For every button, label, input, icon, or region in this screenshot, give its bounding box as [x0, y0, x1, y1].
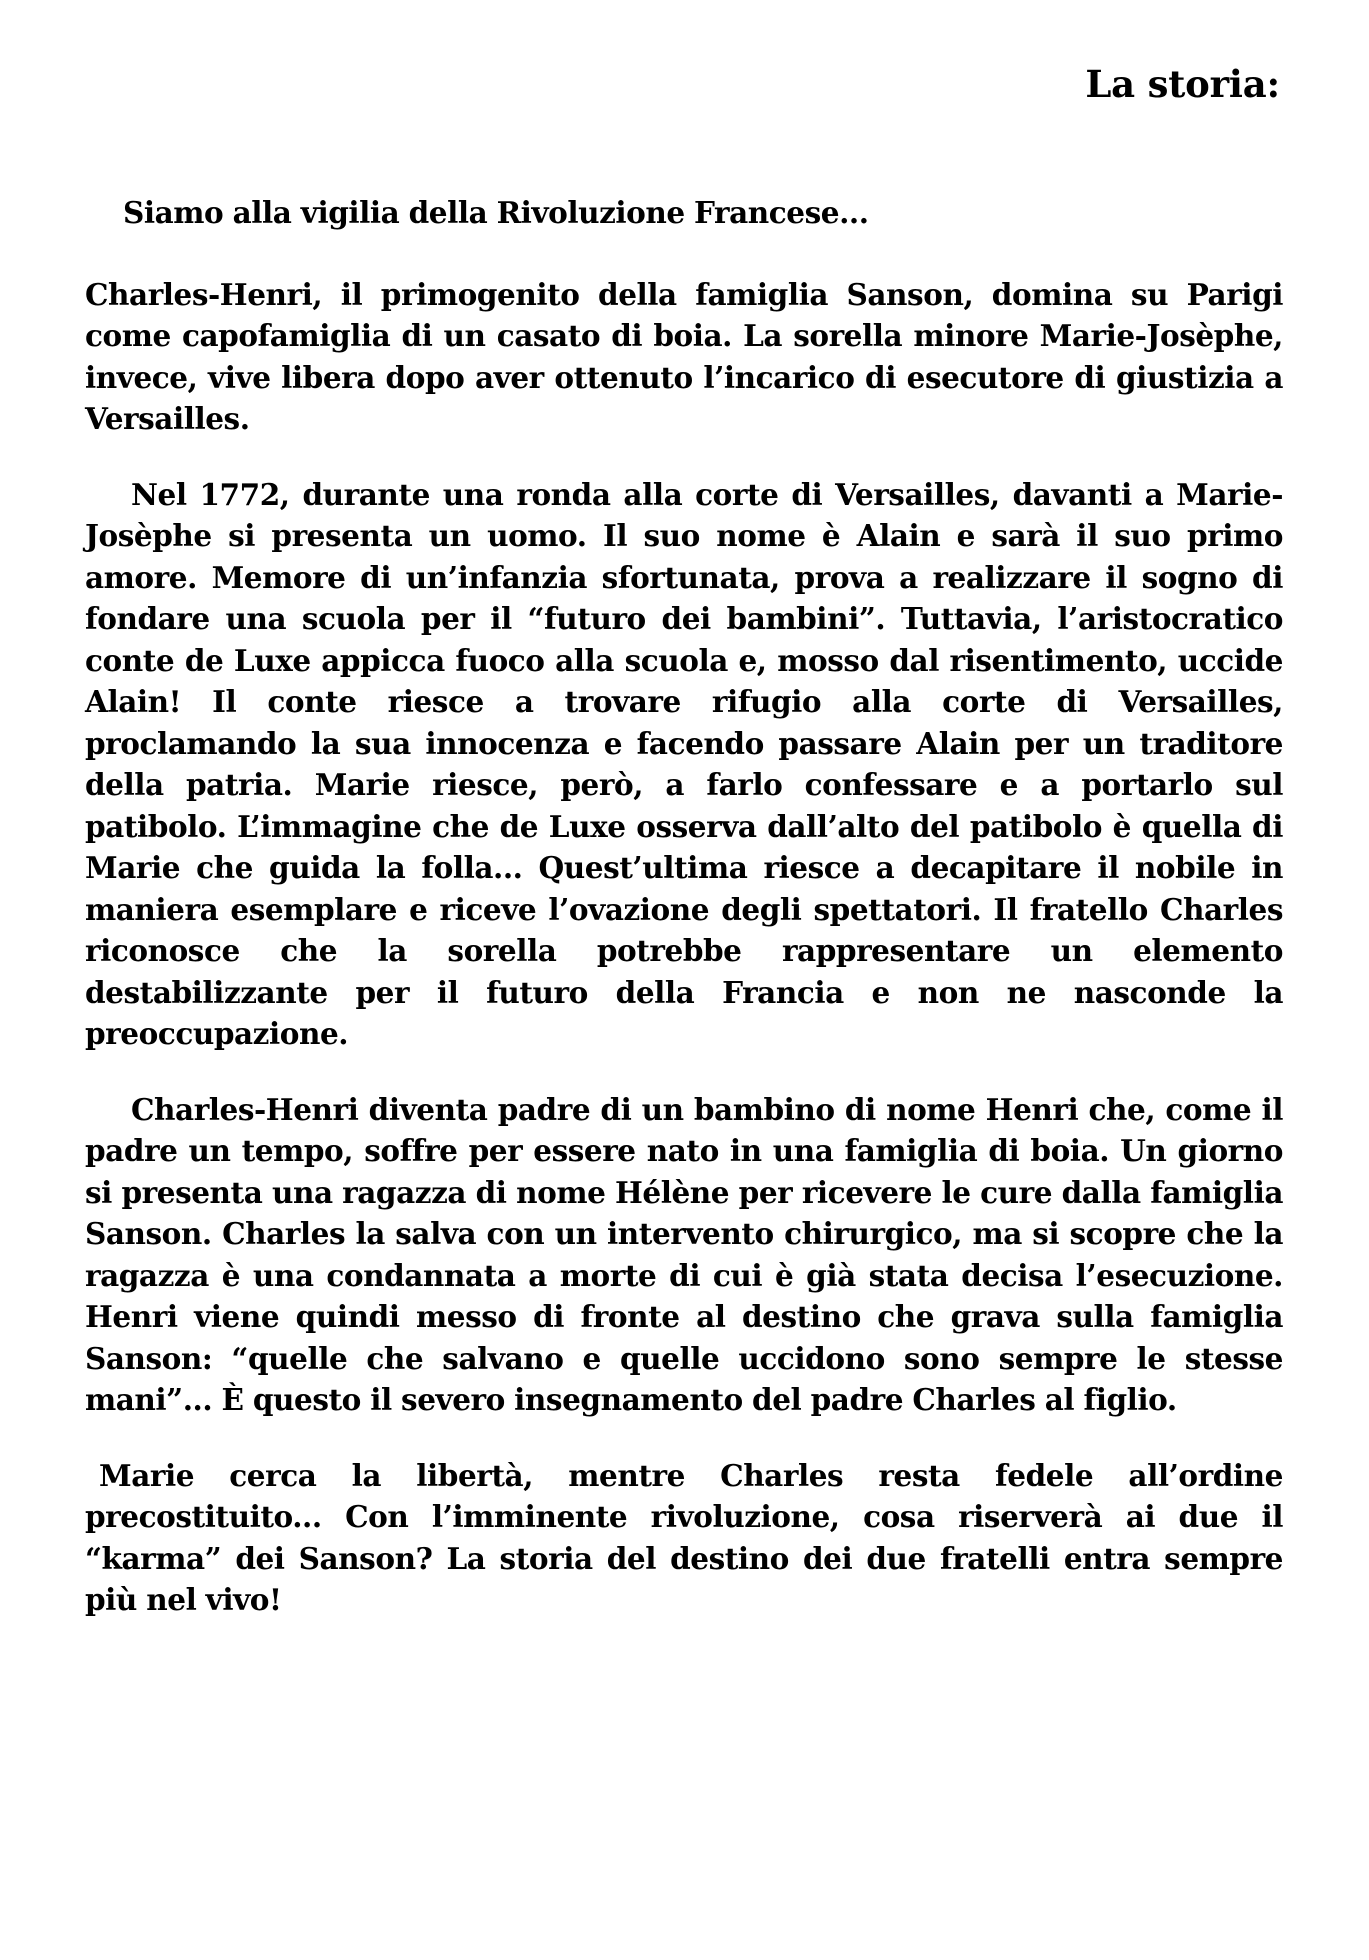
story-paragraph-4: Marie cerca la libertà, mentre Charles resta fedele all’ordine precostituito... Con l’imminente rivoluzione, cosa riserverà ai due il “karma” dei Sanson? La storia del destino dei due fratelli entra sempre più nel vivo! — [85, 1457, 1283, 1618]
page-title: La storia: — [1085, 62, 1280, 106]
story-paragraph-2: Nel 1772, durante una ronda alla corte di Versailles, davanti a Marie-Josèphe si presenta un uomo. Il suo nome è Alain e sarà il suo primo amore. Memore di un’infanzia sfortunata, prova a realizzare il sogno di fondare una scuola per il “futuro dei bambini”. Tuttavia, l’aristocratico conte de Luxe appicca fuoco alla scuola e, mosso dal risentimento, uccide Alain! Il conte riesce a trovare rifugio alla corte di Versailles, proclamando la sua innocenza e facendo passare Alain per un traditore della patria. Marie riesce, però, a farlo confessare e a portarlo sul patibolo. L’immagine che de Luxe osserva dall’alto del patibolo è quella di Marie che guida la folla... Quest’ultima riesce a decapitare il nobile in maniera esemplare e riceve l’ovazione degli spettatori. Il fratello Charles riconosce che la sorella potrebbe rappresentare un elemento destabilizzante per il futuro della Francia e non ne nasconde la preoccupazione. — [85, 476, 1283, 1052]
page-content — [85, 62, 1283, 1621]
lead-paragraph: Siamo alla vigilia della Rivoluzione Francese... — [123, 195, 869, 231]
story-paragraph-1: Charles-Henri, il primogenito della famiglia Sanson, domina su Parigi come capofamiglia di un casato di boia. La sorella minore Marie-Josèphe, invece, vive libera dopo aver ottenuto l’incarico di esecutore di giustizia a Versailles. — [85, 276, 1283, 437]
story-paragraph-3: Charles-Henri diventa padre di un bambino di nome Henri che, come il padre un tempo, soffre per essere nato in una famiglia di boia. Un giorno si presenta una ragazza di nome Hélène per ricevere le cure dalla famiglia Sanson. Charles la salva con un intervento chirurgico, ma si scopre che la ragazza è una condannata a morte di cui è già stata decisa l’esecuzione. Henri viene quindi messo di fronte al destino che grava sulla famiglia Sanson: “quelle che salvano e quelle uccidono sono sempre le stesse mani”... È questo il severo insegnamento del padre Charles al figlio. — [85, 1091, 1283, 1418]
story-body — [85, 192, 1283, 1621]
